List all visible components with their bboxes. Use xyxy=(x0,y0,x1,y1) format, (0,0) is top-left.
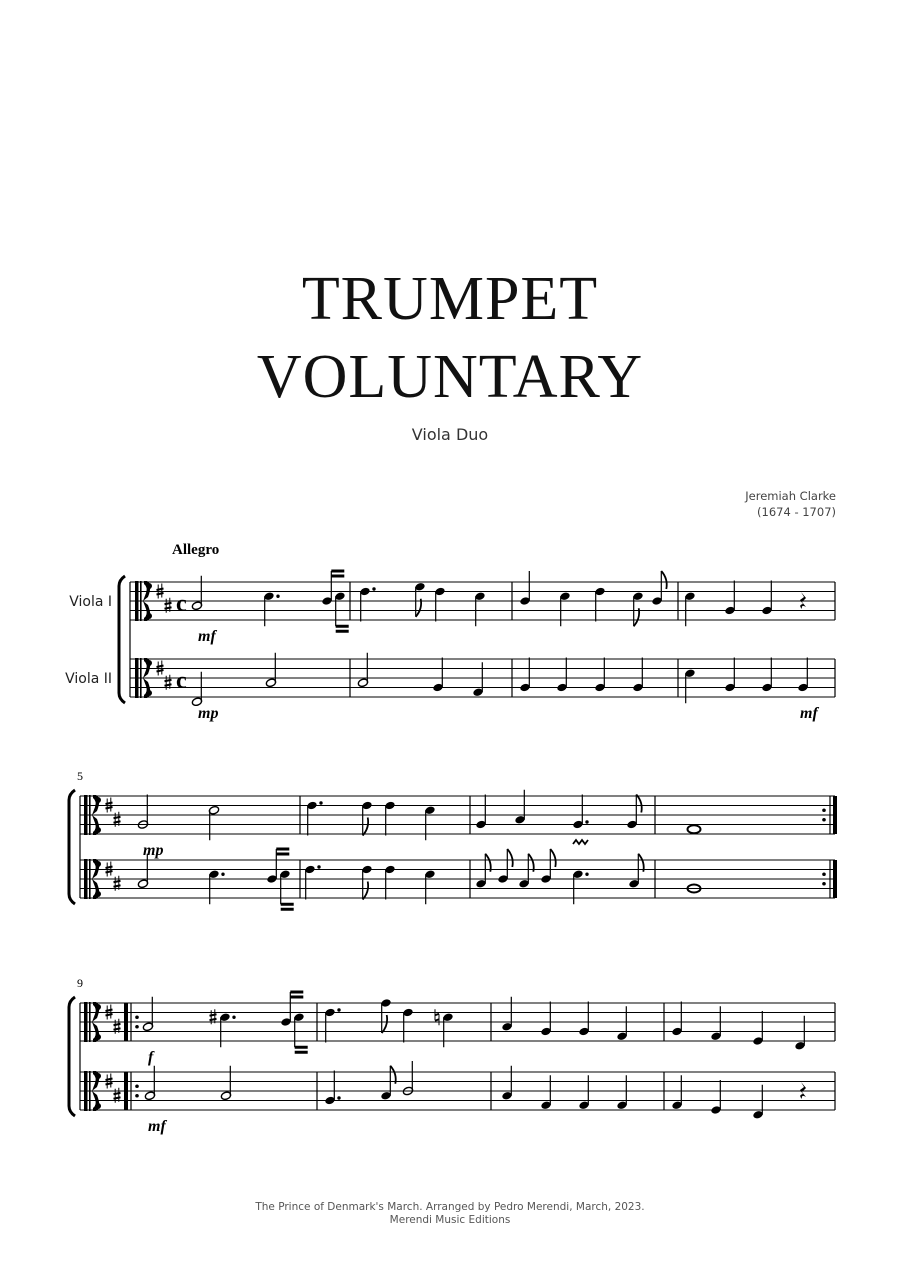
system-2 xyxy=(69,769,837,909)
system-1 xyxy=(65,542,835,722)
note xyxy=(518,854,533,889)
system-bracket xyxy=(69,997,75,1116)
system-bracket xyxy=(69,790,75,904)
note xyxy=(556,658,567,693)
dynamic-marking: mf xyxy=(148,1118,166,1135)
note xyxy=(797,658,808,693)
note xyxy=(578,1002,589,1037)
start-repeat-thick xyxy=(124,1003,128,1041)
note xyxy=(208,869,224,904)
footer-publisher: Merendi Music Editions xyxy=(389,1214,511,1226)
note-flag xyxy=(363,882,368,900)
note-flag xyxy=(363,818,368,836)
note xyxy=(380,998,391,1033)
note xyxy=(475,854,490,889)
whole-note-head xyxy=(688,825,701,833)
instrument-label-viola-2: Viola II xyxy=(65,671,112,687)
tempo-marking: Allegro xyxy=(172,542,220,558)
note xyxy=(724,581,735,616)
note xyxy=(578,1075,589,1110)
note xyxy=(594,658,605,693)
note xyxy=(501,1066,512,1101)
dot xyxy=(276,595,279,598)
note xyxy=(424,869,435,904)
note-flag xyxy=(636,795,641,813)
dot xyxy=(337,1096,340,1099)
note xyxy=(384,801,395,836)
title-line-2: VOLUNTARY xyxy=(256,343,644,411)
dot xyxy=(372,587,375,590)
note xyxy=(265,653,276,688)
note xyxy=(380,1066,395,1101)
trill-icon xyxy=(573,840,588,844)
repeat-dot xyxy=(135,1015,139,1019)
subtitle: Viola Duo xyxy=(411,425,489,444)
dot xyxy=(585,873,588,876)
natural-icon xyxy=(435,1009,439,1025)
instrument-label-viola-1: Viola I xyxy=(69,594,112,610)
note xyxy=(293,1012,307,1052)
note xyxy=(519,571,530,606)
note xyxy=(191,576,202,611)
staff-viola-2 xyxy=(80,860,835,898)
note xyxy=(414,582,425,617)
dot xyxy=(337,1008,340,1011)
note xyxy=(594,587,605,622)
dynamic-marking: f xyxy=(148,1049,154,1066)
note xyxy=(142,997,153,1032)
dynamic-marking: mp xyxy=(198,705,219,722)
measure-number: 9 xyxy=(77,976,83,990)
note xyxy=(208,805,219,840)
note xyxy=(144,1066,155,1101)
note xyxy=(752,1011,763,1046)
system-bracket xyxy=(119,576,125,703)
note xyxy=(616,1075,627,1110)
note xyxy=(724,658,735,693)
dot xyxy=(232,1016,235,1019)
note xyxy=(540,1075,551,1110)
note-flag xyxy=(550,849,555,867)
note xyxy=(616,1006,627,1041)
dynamic-marking: mp xyxy=(143,842,164,859)
note xyxy=(684,668,695,703)
note xyxy=(632,658,643,693)
common-time-icon: c xyxy=(176,667,187,694)
repeat-dot xyxy=(822,882,826,886)
note xyxy=(688,825,701,833)
title-line-1: TRUMPET xyxy=(301,265,599,333)
repeat-dot xyxy=(135,1084,139,1088)
note xyxy=(435,1009,454,1047)
note xyxy=(572,840,588,904)
note xyxy=(514,790,525,825)
note xyxy=(220,1066,231,1101)
footer-arrangement-credit: The Prince of Denmark's March. Arranged by Pedro Merendi, March, 2023. xyxy=(255,1201,645,1213)
dynamic-marking: mf xyxy=(198,628,216,645)
note xyxy=(384,865,395,900)
note xyxy=(434,587,445,622)
note xyxy=(794,1016,805,1051)
note xyxy=(628,854,643,889)
note xyxy=(501,997,512,1032)
note xyxy=(632,591,643,626)
system-3 xyxy=(69,976,835,1135)
note xyxy=(263,591,279,626)
note-flag xyxy=(661,571,666,589)
note xyxy=(671,1075,682,1110)
note xyxy=(357,653,368,688)
note xyxy=(540,1002,551,1037)
composer-name: Jeremiah Clarke xyxy=(745,489,836,503)
staff-viola-1 xyxy=(80,1003,835,1041)
dot xyxy=(585,820,588,823)
dot xyxy=(317,865,320,868)
repeat-dot xyxy=(822,808,826,812)
common-time-icon: c xyxy=(176,590,187,617)
note xyxy=(474,591,485,626)
note-flag xyxy=(382,1015,387,1033)
dynamic-marking: mf xyxy=(800,705,818,722)
repeat-barline-thick xyxy=(833,860,837,898)
note xyxy=(752,1085,763,1120)
note xyxy=(210,1009,236,1047)
note-flag xyxy=(507,849,512,867)
note xyxy=(519,658,530,693)
staff-viola-1 xyxy=(130,582,835,620)
note xyxy=(472,662,483,697)
note xyxy=(710,1006,721,1041)
note xyxy=(361,801,372,836)
measure-number: 5 xyxy=(77,769,83,783)
repeat-barline-thick xyxy=(833,796,837,834)
note xyxy=(279,869,293,909)
dot xyxy=(319,801,322,804)
note xyxy=(432,658,443,693)
note xyxy=(684,591,695,626)
repeat-dot xyxy=(822,818,826,822)
note xyxy=(761,658,772,693)
note xyxy=(191,672,202,707)
note xyxy=(402,1008,413,1043)
staff-viola-1 xyxy=(80,796,835,834)
note xyxy=(475,795,486,830)
repeat-dot xyxy=(135,1094,139,1098)
staff-viola-2 xyxy=(80,1072,835,1110)
note xyxy=(710,1080,721,1115)
note xyxy=(559,591,570,626)
note xyxy=(361,865,372,900)
note xyxy=(424,805,435,840)
dot xyxy=(221,873,224,876)
repeat-dot xyxy=(135,1025,139,1029)
composer-dates: (1674 - 1707) xyxy=(757,505,836,519)
repeat-dot xyxy=(822,872,826,876)
start-repeat-thick xyxy=(124,1072,128,1110)
note xyxy=(761,581,772,616)
note xyxy=(671,1002,682,1037)
note xyxy=(334,591,348,631)
